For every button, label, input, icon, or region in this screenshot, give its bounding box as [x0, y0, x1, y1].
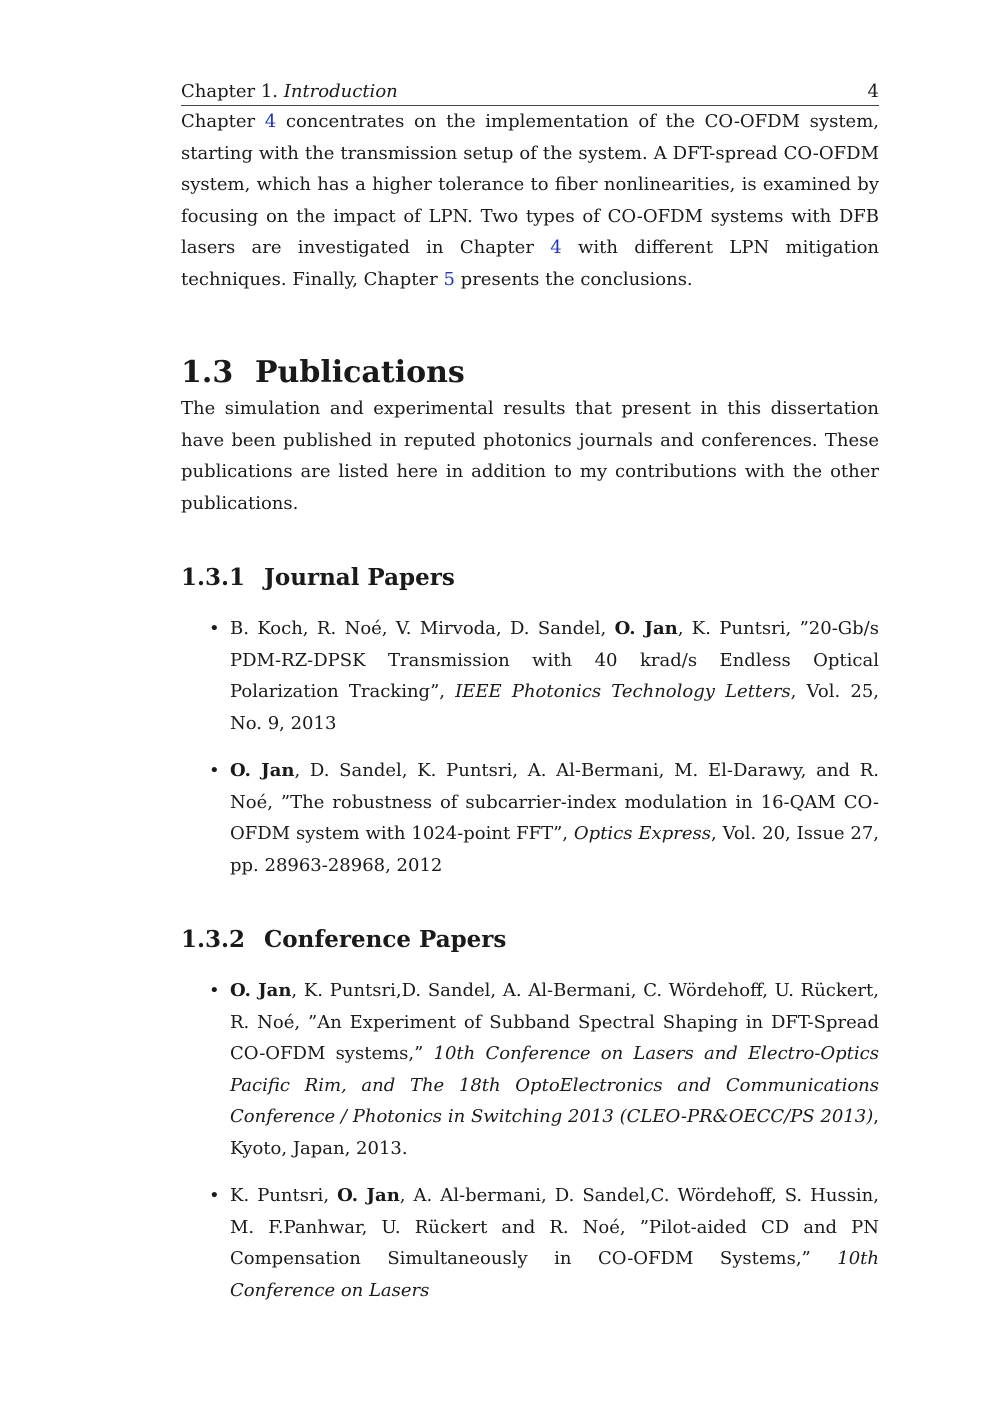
list-item: • O. Jan, K. Puntsri,D. Sandel, A. Al-Bermani, C. Wördehoff, U. Rückert, R. Noé, ”An Experiment of Subband Spectral Shaping in DFT-Spread CO-OFDM systems,” 10th Conference on Lasers and Electro-Optics Pacific Rim, and The 18th OptoElectronics and Communications Conference / Photonics in Switching 2013 (CLEO-PR&OECC/PS 2013), Kyoto, Japan, 2013.	[181, 975, 879, 1164]
conference-list	[181, 975, 879, 1306]
author-highlight: O. Jan	[614, 618, 678, 639]
publications-paragraph: The simulation and experimental results that present in this dissertation have been published in reputed photonics journals and conferences. These publications are listed here in addition to my contributions with the other publications.	[181, 398, 879, 514]
list-item: • O. Jan, D. Sandel, K. Puntsri, A. Al-Bermani, M. El-Darawy, and R. Noé, ”The robustness of subcarrier-index modulation in 16-QAM CO-OFDM system with 1024-point FFT”, Optics Express, Vol. 20, Issue 27, pp. 28963-28968, 2012	[181, 755, 879, 881]
bullet-icon: •	[209, 1185, 220, 1206]
list-item: • K. Puntsri, O. Jan, A. Al-bermani, D. Sandel,C. Wördehoff, S. Hussin, M. F.Panhwar, U. Rückert and R. Noé, ”Pilot-aided CD and PN Compensation Simultaneously in CO-OFDM Systems,” 10th Conference on Lasers	[181, 1180, 879, 1306]
chapter-link-5[interactable]: 5	[443, 268, 455, 290]
running-header	[181, 80, 879, 106]
subsection-heading-journal	[181, 563, 879, 593]
chapter-link-4b[interactable]: 4	[550, 237, 562, 258]
author-highlight: O. Jan	[337, 1185, 400, 1206]
author-highlight: O. Jan	[230, 980, 292, 1001]
section-title: Publications	[255, 355, 465, 390]
chapter-link-4[interactable]: 4	[264, 111, 277, 132]
section-heading-publications	[181, 353, 879, 393]
venue: 10th Conference on Lasers and Electro-Optics Pacific Rim, and The 18th OptoElectronics and Communications Conference / Photonics in Switching 2013 (CLEO-PR&OECC/PS 2013)	[230, 1043, 879, 1127]
venue: Optics Express	[573, 823, 711, 844]
section-number: 1.3	[181, 355, 234, 390]
subsection-title: Journal Papers	[264, 564, 455, 591]
author-highlight: O. Jan	[230, 760, 295, 781]
journal-list	[181, 613, 879, 881]
chapter-title: Introduction	[283, 81, 398, 102]
bullet-icon: •	[209, 760, 220, 781]
chapter-heading: Chapter 1. Introduction	[181, 81, 398, 102]
subsection-number: 1.3.1	[181, 564, 246, 591]
bullet-icon: •	[209, 618, 220, 639]
list-item: • B. Koch, R. Noé, V. Mirvoda, D. Sandel, O. Jan, K. Puntsri, ”20-Gb/s PDM-RZ-DPSK Transmission with 40 krad/s Endless Optical Polarization Tracking”, IEEE Photonics Technology Letters, Vol. 25, No. 9, 2013	[181, 613, 879, 739]
document-page	[181, 80, 879, 1322]
venue: IEEE Photonics Technology Letters	[455, 681, 791, 702]
subsection-heading-conference	[181, 925, 879, 955]
page-number: 4	[867, 81, 879, 102]
bullet-icon: •	[209, 980, 220, 1001]
venue: 10th Conference on Lasers	[230, 1248, 879, 1301]
intro-paragraph: Chapter 4 concentrates on the implementation of the CO-OFDM system, starting with the transmission setup of the system. A DFT-spread CO-OFDM system, which has a higher tolerance to fiber nonlinearities, is examined by focusing on the impact of LPN. Two types of CO-OFDM systems with DFB lasers are investigated in Chapter 4 with different LPN mitigation techniques. Finally, Chapter 5 presents the conclusions.	[181, 111, 880, 290]
subsection-title: Conference Papers	[264, 926, 507, 953]
subsection-number: 1.3.2	[181, 926, 246, 953]
